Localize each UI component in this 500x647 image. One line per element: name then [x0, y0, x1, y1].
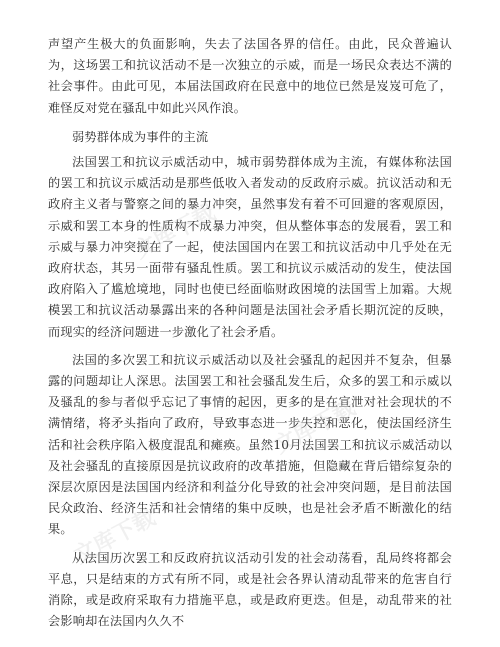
paragraph-4: 从法国历次罢工和反政府抗议活动引发的社会动荡看，乱局终将都会平息，只是结束的方式有所不同，或是社会各界认清动乱带来的危害自行消除，或是政府采取有力措施平息，或是政府更迭。但是，动乱带来的社会影响却在法国内久久不 — [48, 550, 452, 629]
paragraph-3: 法国的多次罢工和抗议示威活动以及社会骚乱的起因并不复杂，但暴露的问题却让人深思。法国罢工和社会骚乱发生后，众多的罢工和示威以及骚乱的参与者似乎忘记了事情的起因，更多的是在宣泄对社会现状的不满情绪，将矛头指向了政府，导致事态进一步失控和恶化，使法国经济生活和社会秩序陷入极度混乱和瘫痪。虽然10月法国罢工和抗议示威活动以及社会骚乱的直接原因是抗议政府的改革措施，但隐藏在背后错综复杂的深层次原因是法国国内经济和利益分化导致的社会冲突问题，是目前法国民众政治、经济生活和社会情绪的集中反映，也是社会矛盾不断激化的结果。 — [48, 352, 452, 537]
section-heading: 弱势群体成为事件的主流 — [72, 129, 209, 144]
watermark: 文库下载 — [270, 395, 360, 459]
paragraph-1: 声望产生极大的负面影响，失去了法国各界的信任。由此，民众普遍认为，这场罢工和抗议活动不是一次独立的示威，而是一场民众表达不满的社会事件。由此可见，本届法国政府在民意中的地位已然是岌岌可危了，难怪反对党在骚乱中如此兴风作浪。 — [48, 37, 452, 115]
paragraph-2: 法国罢工和抗议示威活动中，城市弱势群体成为主流，有媒体称法国的罢工和抗议示威活动是那些低收入者发动的反政府示威。抗议活动和无政府主义者与警察之间的暴力冲突，虽然事发有着不可回避的客观原因，示威和罢工本身的性质构不成暴力冲突，但从整体事态的发展看，罢工和示威与暴力冲突搅在了一起，使法国国内在罢工和抗议活动中几乎处在无政府状态，其另一面带有骚乱性质。罢工和抗议示威活动的发生，使法国政府陷入了尴尬境地，同时也使已经面临财政困境的法国雪上加霜。大规模罢工和抗议活动暴露出来的各种问题是法国社会矛盾长期沉淀的反映，而现实的经济问题进一步激化了社会矛盾。 — [48, 155, 452, 339]
watermark: 文库下载 — [130, 200, 220, 264]
watermark: 文库下载 — [70, 505, 160, 569]
document-body — [48, 34, 452, 632]
